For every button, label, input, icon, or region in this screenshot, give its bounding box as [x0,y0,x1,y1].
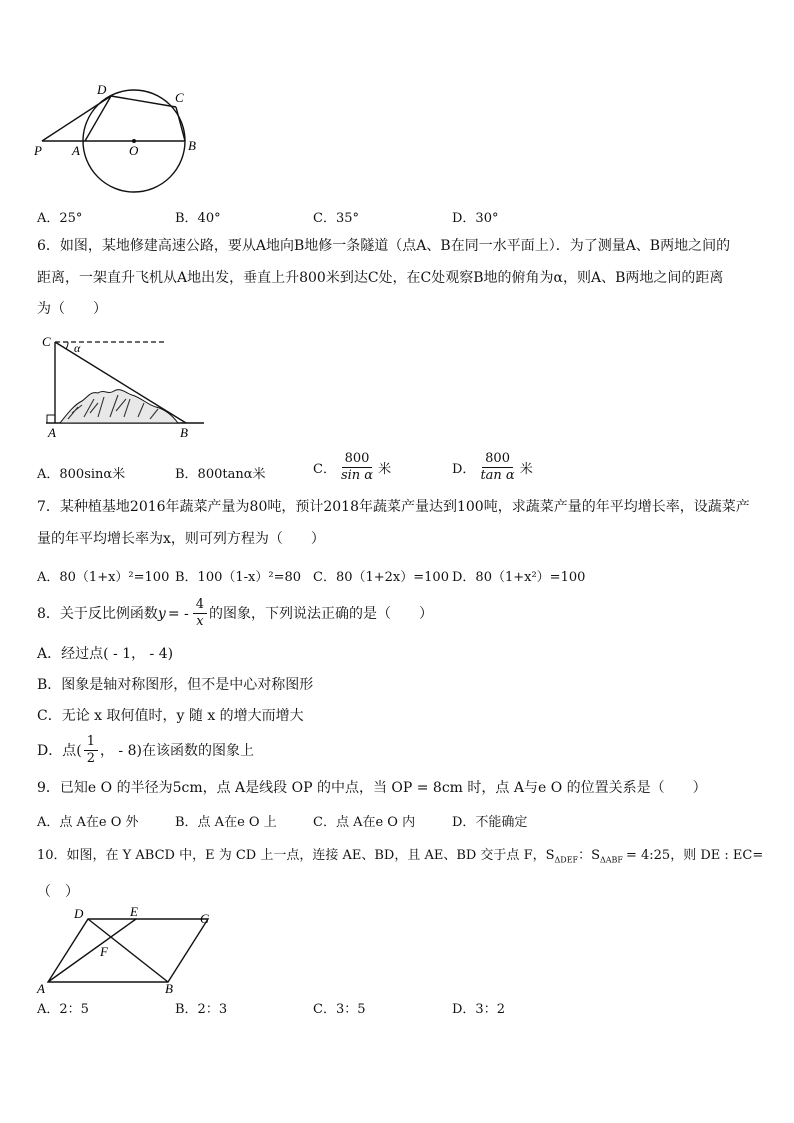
q9-option-d[interactable]: D．不能确定 [452,815,528,830]
line-ae [48,919,136,982]
q8-stem [37,597,433,630]
label-c: C [42,334,51,349]
label-b: B [165,981,173,995]
q6-option-a[interactable]: A．800sinα米 [37,467,126,482]
label-a: A [72,143,80,158]
label-d: D [74,906,84,921]
alpha-arc [66,342,68,349]
q8-option-a[interactable]: A．经过点( - 1， - 4) [37,646,174,662]
q5-option-b[interactable]: B．40° [175,211,221,226]
q7-stem-line1: 7．某种植基地2016年蔬菜产量为80吨，预计2018年蔬菜产量达到100吨，求蔬菜产量的年平均增长率，设蔬菜产 [37,499,750,515]
q7-option-b[interactable]: B．100（1-x）²=80 [175,570,302,585]
q10-parallelogram-figure [32,903,222,995]
q10-stem-end: = 4:25，则 DE : EC= [625,848,764,863]
q10-sub-def: ΔDEF [554,855,579,865]
q10-stem-start: 10．如图，在 Y ABCD 中，E 为 CD 上一点，连接 AE、BD，且 AE、BD 交于点 F，S [37,848,555,863]
q8-stem-numerator: 4 [193,597,207,614]
q6-option-d-numerator: 800 [482,451,513,468]
q9-option-a[interactable]: A．点 A在e O 外 [37,815,139,830]
q6-option-b[interactable]: B．800tanα米 [175,467,266,482]
q8-stem-suffix: 的图象，下列说法正确的是（ ） [209,605,434,622]
q6-option-c-prefix: C． [313,462,336,477]
q6-option-c[interactable] [313,451,391,484]
q8-option-d-fraction [84,734,98,767]
q6-tunnel-figure [38,333,208,439]
q10-stem-line2: （ ） [37,884,79,900]
q6-stem-line1: 6．如图，某地修建高速公路，要从A地向B地修一条隧道（点A、B在同一水平面上）．为了测量A、B两地之间的 [37,238,731,254]
label-c: C [200,911,209,926]
q5-circle-figure [30,78,210,193]
q8-option-c[interactable]: C．无论 x 取何值时，y 随 x 的增大而增大 [37,708,304,724]
line-cb [176,107,185,141]
q6-option-d-fraction [477,451,517,484]
q10-stem-line1 [37,846,763,871]
q8-stem-fraction [193,597,207,630]
q8-stem-prefix: 8．关于反比例函数 [37,605,158,622]
q8-stem-denominator: x [196,614,204,629]
q8-option-d-denominator: 2 [86,751,95,766]
label-d: D [97,82,107,97]
q7-option-c[interactable]: C．80（1+2x）=100 [313,570,449,585]
q10-option-b[interactable]: B．2：3 [175,1002,228,1017]
q6-option-c-numerator: 800 [342,451,373,468]
label-f: F [100,944,108,959]
q6-option-d-suffix: 米 [519,462,533,477]
q5-option-c[interactable]: C．35° [313,211,359,226]
right-angle-mark [47,415,55,423]
label-e: E [130,904,138,919]
q8-option-d-suffix: ， - 8)在该函数的图象上 [99,742,254,759]
q8-option-d-numerator: 1 [84,734,98,751]
label-b: B [188,138,196,153]
q9-stem: 9．已知e O 的半径为5cm，点 A是线段 OP 的中点，当 OP = 8cm 时，点 A与e O 的位置关系是（ ） [37,780,707,796]
q10-stem-mid: ：S [578,848,600,863]
q8-option-b[interactable]: B．图象是轴对称图形，但不是中心对称图形 [37,677,314,693]
q6-option-c-suffix: 米 [378,462,392,477]
q9-option-b[interactable]: B．点 A在e O 上 [175,815,277,830]
line-pd [42,96,111,141]
q8-option-d[interactable] [37,734,254,767]
q5-option-a[interactable]: A．25° [37,211,83,226]
label-b: B [180,425,188,439]
q10-option-a[interactable]: A．2：5 [37,1002,89,1017]
q8-stem-y: y [157,605,166,622]
q10-sub-abf: ΔABF [600,855,623,865]
q7-option-d[interactable]: D．80（1+x²）=100 [452,570,586,585]
q6-option-d-prefix: D． [452,462,476,477]
q6-option-c-denominator: sin α [340,468,374,483]
label-c: C [175,90,184,105]
q7-stem-line2: 量的年平均增长率为x，则可列方程为（ ） [37,531,325,547]
q6-option-d-denominator: tan α [480,468,515,483]
q10-option-c[interactable]: C．3：5 [313,1002,366,1017]
q7-option-a[interactable]: A．80（1+x）²=100 [37,570,170,585]
label-alpha: α [74,341,81,355]
q5-option-d[interactable]: D．30° [452,211,499,226]
q8-stem-eq: = - [167,605,189,622]
label-o: O [129,143,139,158]
q6-stem-line2: 距离，一架直升飞机从A地出发，垂直上升800米到达C处，在C处观察B地的俯角为α，则A、B两地之间的距离 [37,270,724,286]
q8-option-d-prefix: D．点( [37,742,82,759]
label-a: A [37,981,45,995]
label-a: A [48,425,56,439]
q6-option-d[interactable] [452,451,533,484]
q6-stem-line3: 为（ ） [37,301,107,317]
q9-option-c[interactable]: C．点 A在e O 内 [313,815,416,830]
q6-option-c-fraction [338,451,376,484]
label-p: P [34,143,42,158]
q10-option-d[interactable]: D．3：2 [452,1002,505,1017]
